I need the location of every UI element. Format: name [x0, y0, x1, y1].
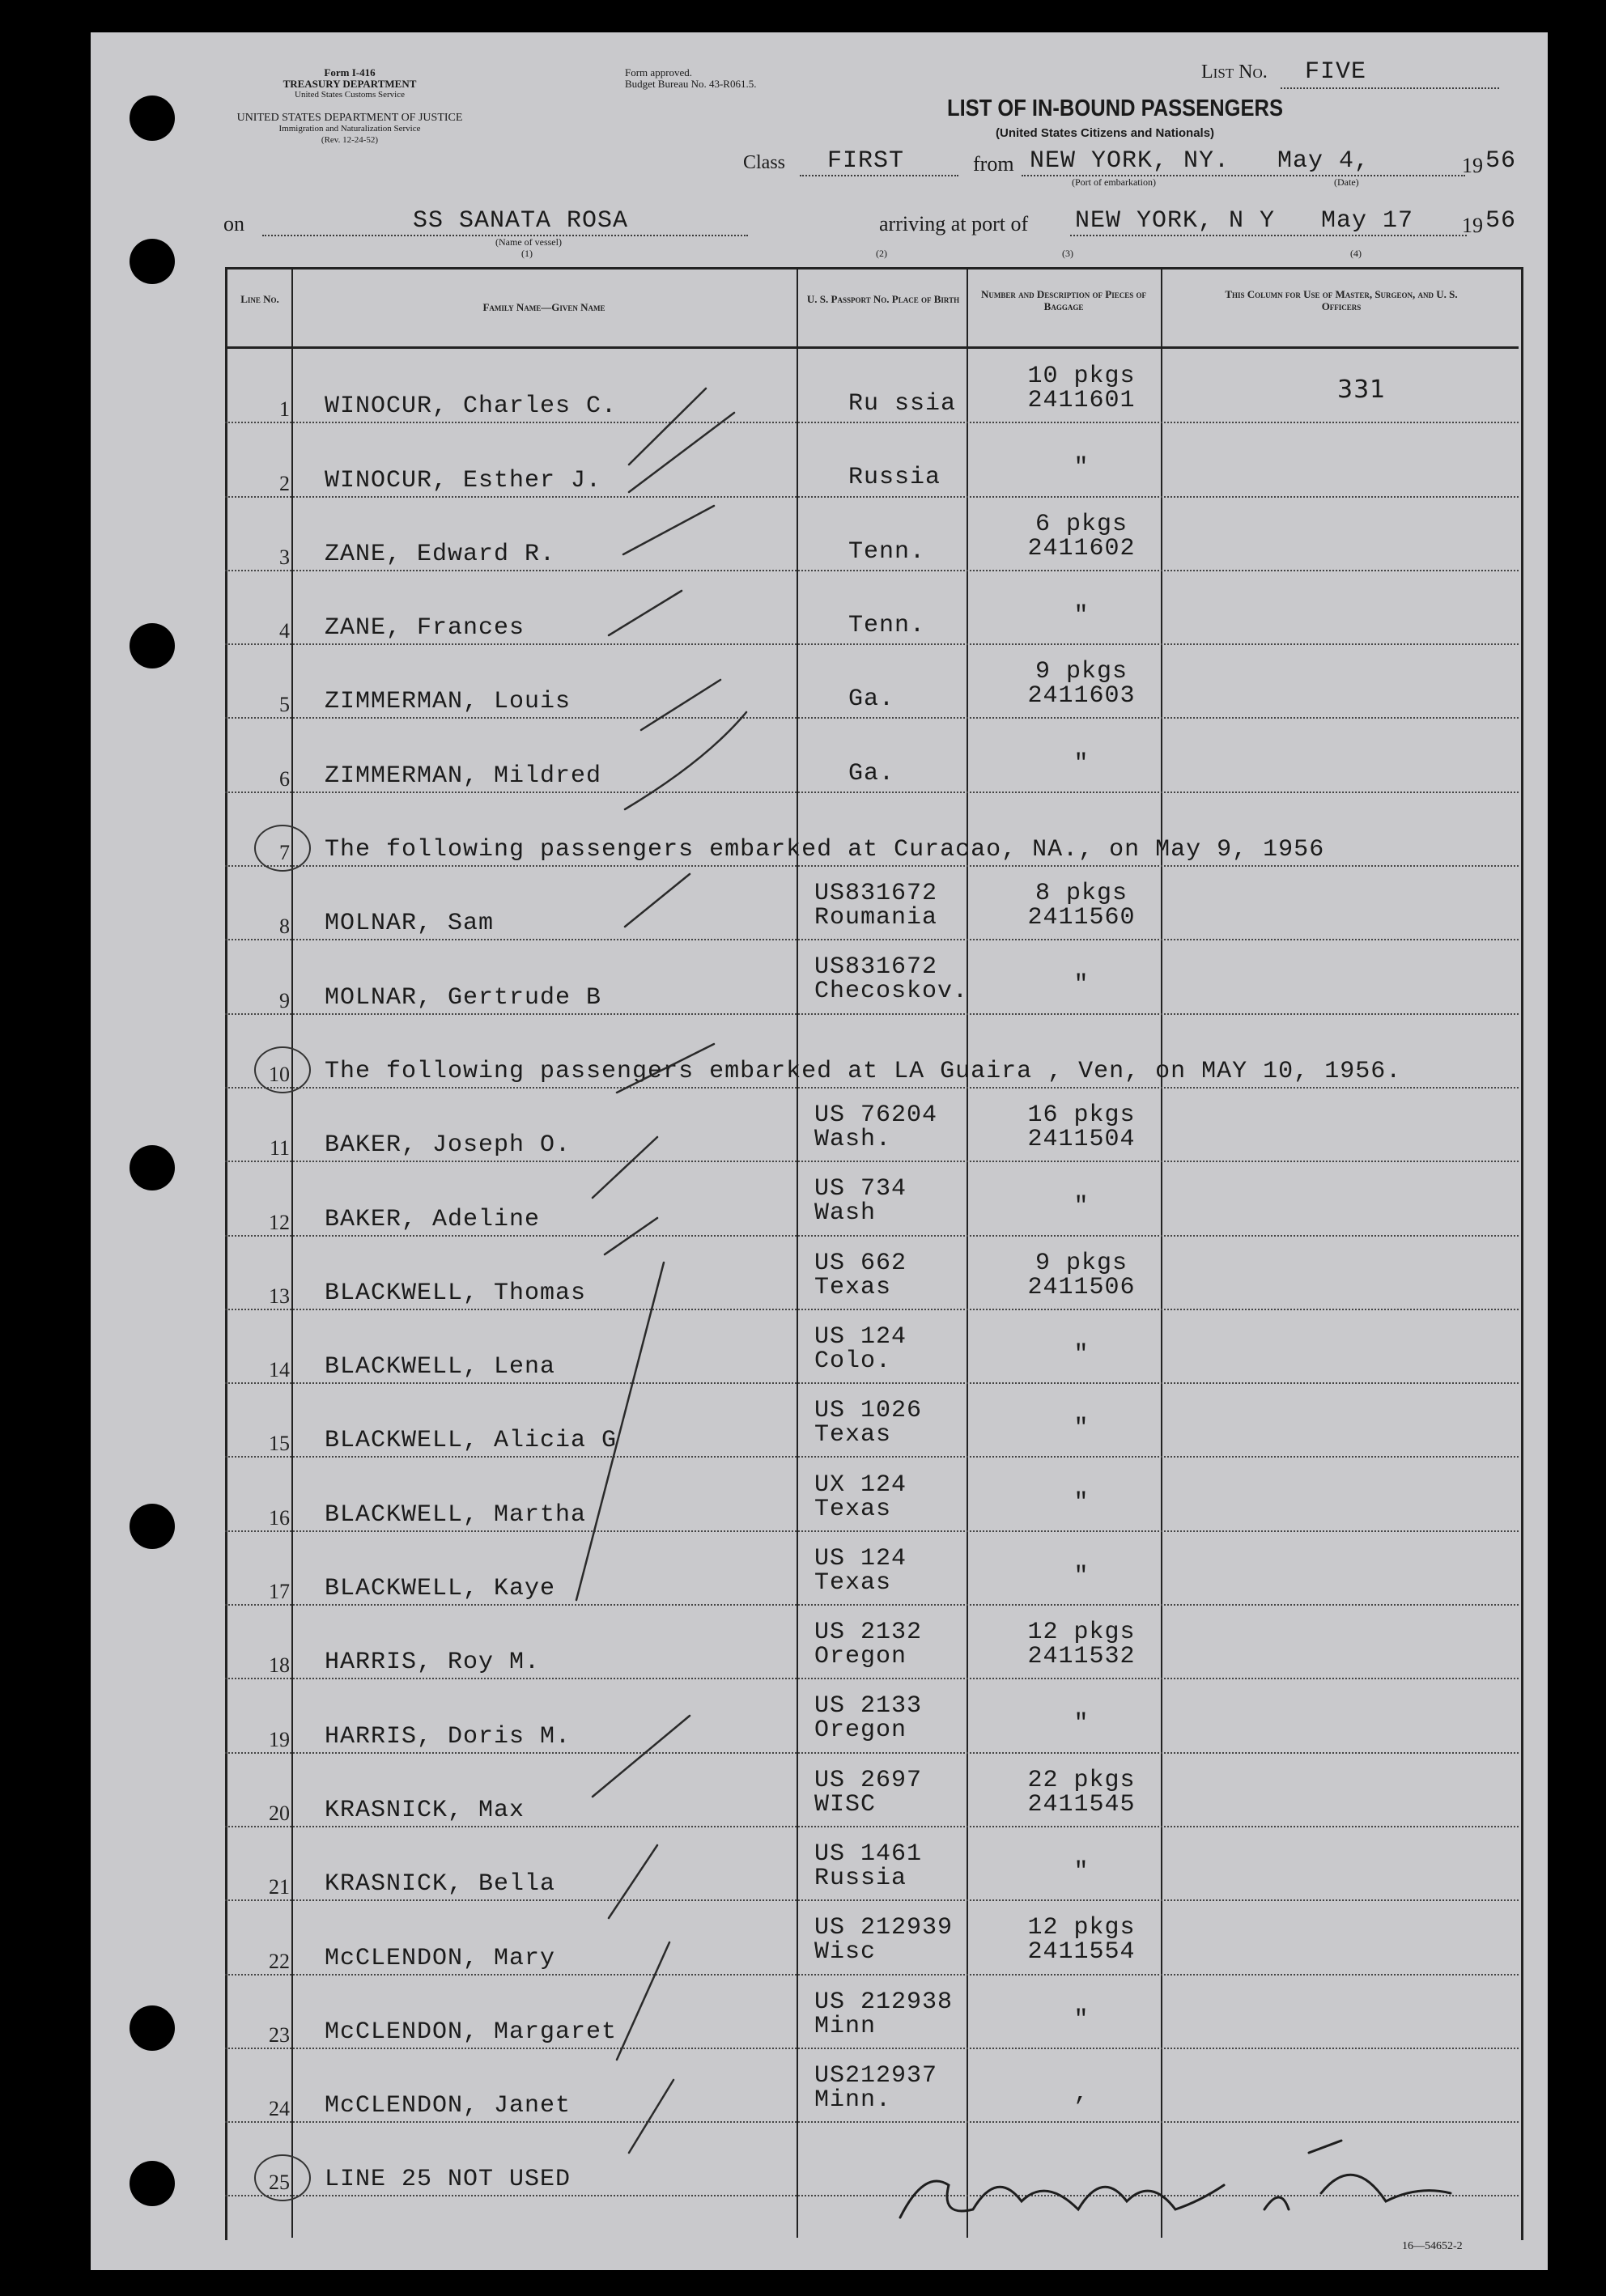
form-id: Form I-416: [324, 66, 376, 79]
customs-service: United States Customs Service: [295, 90, 405, 100]
passport-number: US 1026: [814, 1397, 923, 1425]
place-of-birth: Colo.: [814, 1347, 892, 1375]
place-of-birth: Ru ssia: [848, 390, 957, 418]
baggage-count: 9 pkgs: [1035, 1249, 1128, 1277]
line-number: 10: [269, 1062, 290, 1086]
revision-date: (Rev. 12-24-52): [321, 135, 379, 145]
department: TREASURY DEPARTMENT: [283, 78, 417, 90]
line-number: 7: [279, 841, 290, 865]
place-of-birth: Russia: [814, 1865, 907, 1892]
baggage-count: ": [1073, 2005, 1090, 2034]
place-of-birth: Texas: [814, 1273, 892, 1301]
baggage-count: ": [1073, 601, 1090, 630]
line-number: 4: [279, 619, 290, 643]
on-label: on: [223, 212, 244, 236]
passenger-name: BLACKWELL, Kaye: [325, 1575, 556, 1603]
passenger-name: BLACKWELL, Alicia G: [325, 1427, 618, 1455]
line-number: 19: [269, 1727, 290, 1751]
column-caption-4: (4): [1350, 248, 1362, 259]
baggage-count: ": [1073, 1562, 1090, 1590]
passport-number: US831672: [814, 953, 938, 982]
document-page: [91, 32, 1548, 2270]
passenger-name: ZIMMERMAN, Louis: [325, 688, 571, 716]
baggage-count: ": [1073, 1488, 1090, 1517]
embarkation-note: The following passengers embarked at Curacao, NA., on May 9, 1956: [325, 836, 1325, 864]
passenger-name: BAKER, Adeline: [325, 1205, 541, 1233]
embarkation-note: LINE 25 NOT USED: [325, 2166, 571, 2194]
line-number: 3: [279, 545, 290, 569]
place-of-birth: Wash.: [814, 1126, 892, 1153]
list-no-label: List No.: [1201, 62, 1268, 83]
passenger-name: BLACKWELL, Thomas: [325, 1279, 587, 1307]
passport-number: UX 124: [814, 1471, 907, 1499]
arrival-year-prefix: 19: [1462, 214, 1483, 237]
baggage-count: 9 pkgs: [1035, 658, 1128, 686]
embarkation-note: The following passengers embarked at LA Guaira , Ven, on MAY 10, 1956.: [325, 1057, 1402, 1085]
vessel-caption-num: (1): [521, 248, 533, 259]
line-number: 8: [279, 915, 290, 939]
arrival-port: NEW YORK, N Y: [1075, 207, 1276, 235]
column-header-name: Family Name—Given Name: [482, 301, 605, 313]
place-of-birth: Oregon: [814, 1717, 907, 1745]
line-number: 21: [269, 1875, 290, 1899]
budget-bureau: Budget Bureau No. 43-R061.5.: [625, 78, 757, 90]
passenger-name: ZIMMERMAN, Mildred: [325, 762, 602, 790]
baggage-number: 2411602: [1027, 534, 1136, 562]
line-number: 5: [279, 693, 290, 717]
column-caption-3: (3): [1062, 248, 1073, 259]
place-of-birth: Russia: [848, 464, 941, 492]
baggage-count: 6 pkgs: [1035, 510, 1128, 538]
passport-number: US 734: [814, 1175, 907, 1203]
arrival-year: 56: [1485, 207, 1517, 235]
baggage-count: 16 pkgs: [1027, 1101, 1136, 1129]
passport-number: US 76204: [814, 1101, 938, 1129]
place-of-birth: Oregon: [814, 1643, 907, 1671]
place-of-birth: Ga.: [848, 685, 895, 714]
date-caption: (Date): [1334, 176, 1359, 188]
column-header-passport: U. S. Passport No. Place of Birth: [806, 293, 960, 305]
baggage-count: ": [1073, 1710, 1090, 1738]
line-number: 25: [269, 2171, 290, 2195]
passenger-name: KRASNICK, Max: [325, 1796, 525, 1824]
line-number: 1: [279, 397, 290, 422]
justice-department: UNITED STATES DEPARTMENT OF JUSTICE: [236, 112, 463, 124]
line-number: 24: [269, 2097, 290, 2121]
passport-number: US 124: [814, 1322, 907, 1351]
place-of-birth: Texas: [814, 1421, 892, 1449]
passport-number: US 662: [814, 1249, 907, 1277]
baggage-number: 2411545: [1027, 1790, 1136, 1819]
place-of-birth: Wisc: [814, 1938, 877, 1967]
baggage-count: ": [1073, 1340, 1090, 1369]
column-header-officers: This Column for Use of Master, Surgeon, and U. S. Officers: [1225, 288, 1458, 312]
place-of-birth: Minn: [814, 2012, 877, 2040]
passport-number: US831672: [814, 880, 938, 908]
place-of-birth: Minn.: [814, 2086, 892, 2114]
passenger-name: McCLENDON, Margaret: [325, 2018, 618, 2046]
line-number: 23: [269, 2022, 290, 2047]
baggage-count: ": [1073, 1415, 1090, 1443]
baggage-count: ": [1073, 454, 1090, 482]
passenger-name: BLACKWELL, Lena: [325, 1353, 556, 1381]
officer-signature: [91, 32, 1548, 2270]
page-subtitle: (United States Citizens and Nationals): [996, 126, 1215, 140]
passenger-name: MOLNAR, Sam: [325, 910, 495, 938]
baggage-number: 2411603: [1027, 682, 1136, 711]
passenger-name: HARRIS, Roy M.: [325, 1649, 541, 1677]
passport-number: US 212938: [814, 1988, 954, 2016]
passenger-name: WINOCUR, Charles C.: [325, 393, 618, 421]
passport-number: US 1461: [814, 1840, 923, 1868]
line-number: 20: [269, 1801, 290, 1825]
baggage-count: 12 pkgs: [1027, 1914, 1136, 1942]
vessel-name: SS SANATA ROSA: [413, 207, 629, 235]
passport-number: US 2132: [814, 1619, 923, 1647]
from-label: from: [973, 152, 1014, 176]
passenger-name: KRASNICK, Bella: [325, 1870, 556, 1899]
passenger-name: BLACKWELL, Martha: [325, 1500, 587, 1529]
baggage-number: 2411506: [1027, 1273, 1136, 1301]
baggage-count: ": [1073, 971, 1090, 999]
line-number: 17: [269, 1580, 290, 1604]
baggage-count: ": [1073, 749, 1090, 778]
line-number: 13: [269, 1284, 290, 1308]
baggage-number: 2411601: [1027, 387, 1136, 414]
arriving-label: arriving at port of: [879, 212, 1029, 236]
passenger-name: McCLENDON, Janet: [325, 2092, 571, 2120]
port-embark-caption: (Port of embarkation): [1072, 176, 1156, 188]
place-of-birth: WISC: [814, 1790, 877, 1819]
page-title: LIST OF IN-BOUND PASSENGERS: [947, 95, 1283, 121]
passenger-name: ZANE, Edward R.: [325, 540, 556, 568]
list-no-value: FIVE: [1305, 58, 1367, 86]
form-approved: Form approved.: [625, 66, 693, 79]
column-caption-2: (2): [876, 248, 887, 259]
passenger-name: BAKER, Joseph O.: [325, 1131, 571, 1160]
class-value: FIRST: [827, 147, 905, 175]
passport-number: US 2133: [814, 1692, 923, 1721]
from-date: May 4,: [1277, 147, 1370, 175]
line-number: 2: [279, 471, 290, 495]
class-label: Class: [743, 152, 786, 173]
column-header-line-no: Line No.: [240, 293, 279, 305]
passenger-name: HARRIS, Doris M.: [325, 1722, 571, 1751]
place-of-birth: Texas: [814, 1495, 892, 1523]
baggage-count: 8 pkgs: [1035, 880, 1128, 908]
baggage-count: ": [1073, 1858, 1090, 1886]
baggage-count: ,: [1073, 2079, 1090, 2107]
line-number: 18: [269, 1653, 290, 1678]
baggage-count: 10 pkgs: [1027, 363, 1136, 390]
place-of-birth: Roumania: [814, 904, 938, 932]
passport-number: US 124: [814, 1544, 907, 1572]
baggage-number: 2411554: [1027, 1938, 1136, 1967]
place-of-birth: Tenn.: [848, 537, 926, 566]
place-of-birth: Texas: [814, 1568, 892, 1597]
place-of-birth: Tenn.: [848, 611, 926, 639]
line-number: 16: [269, 1505, 290, 1530]
place-of-birth: Ga.: [848, 759, 895, 787]
baggage-number: 2411504: [1027, 1126, 1136, 1153]
passenger-name: WINOCUR, Esther J.: [325, 466, 602, 494]
line-number: 22: [269, 1949, 290, 1973]
baggage-number: 2411532: [1027, 1643, 1136, 1671]
from-year-prefix: 19: [1462, 154, 1483, 177]
passenger-name: ZANE, Frances: [325, 614, 525, 643]
baggage-number: 2411560: [1027, 904, 1136, 932]
passenger-name: McCLENDON, Mary: [325, 1944, 556, 1972]
line-number: 11: [269, 1136, 290, 1161]
line-number: 14: [269, 1358, 290, 1382]
baggage-count: 12 pkgs: [1027, 1619, 1136, 1647]
line-number: 12: [269, 1210, 290, 1234]
officer-note: 331: [1337, 376, 1387, 404]
place-of-birth: Checoskov.: [814, 978, 969, 1006]
baggage-count: 22 pkgs: [1027, 1766, 1136, 1794]
column-header-baggage: Number and Description of Pieces of Baggage: [981, 288, 1146, 312]
baggage-count: ": [1073, 1193, 1090, 1221]
ins-service: Immigration and Naturalization Service: [278, 124, 421, 134]
vessel-caption: (Name of vessel): [495, 236, 562, 248]
line-number: 9: [279, 988, 290, 1012]
arrival-date: May 17: [1321, 207, 1414, 235]
line-number: 6: [279, 766, 290, 791]
passport-number: US 212939: [814, 1914, 954, 1942]
from-year: 56: [1485, 147, 1517, 175]
passport-number: US212937: [814, 2061, 938, 2090]
from-port: NEW YORK, NY.: [1030, 147, 1230, 175]
passport-number: US 2697: [814, 1766, 923, 1794]
passenger-name: MOLNAR, Gertrude B: [325, 983, 602, 1012]
form-code: 16—54652-2: [1402, 2240, 1463, 2252]
line-number: 15: [269, 1432, 290, 1456]
place-of-birth: Wash: [814, 1199, 877, 1228]
